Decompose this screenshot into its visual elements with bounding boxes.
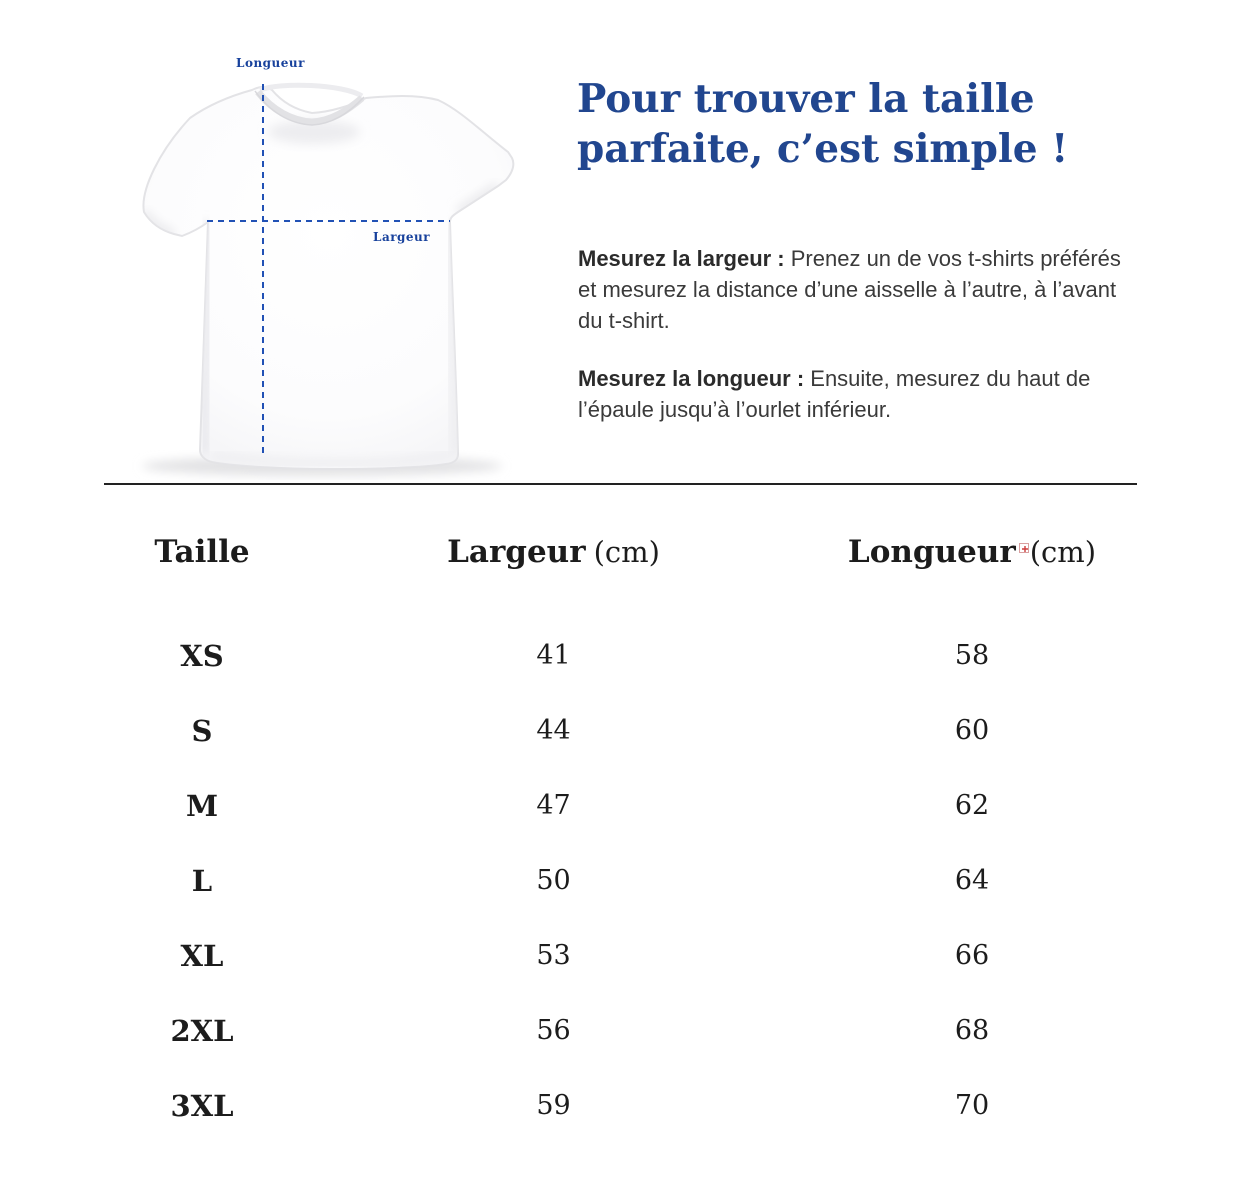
largeur-cell: 59: [536, 1090, 571, 1121]
size-cell: XS: [180, 638, 224, 673]
longueur-cell: 68: [954, 1015, 990, 1046]
header-largeur-unit: (cm): [593, 534, 660, 569]
table-row-2xl: [104, 993, 1137, 1068]
largeur-cell: 44: [536, 715, 571, 746]
size-cell: 2XL: [170, 1013, 234, 1048]
size-table-header: [104, 485, 1137, 618]
table-row-m: [104, 768, 1137, 843]
header-longueur-unit: (cm): [1029, 534, 1097, 569]
longueur-cell: 58: [954, 640, 990, 671]
longueur-cell: 62: [954, 790, 990, 821]
table-row-l: [104, 843, 1137, 918]
instruction-width: [578, 243, 1134, 336]
size-cell: S: [191, 713, 213, 748]
longueur-cell: 70: [954, 1090, 990, 1121]
largeur-cell: 50: [536, 865, 571, 896]
table-row-s: [104, 693, 1137, 768]
largeur-cell: 56: [536, 1015, 571, 1046]
size-cell: M: [185, 788, 219, 823]
largeur-cell: 53: [536, 940, 571, 971]
instruction-length-lead: Mesurez la longueur :: [578, 366, 805, 391]
table-row-3xl: [104, 1068, 1137, 1143]
tshirt-figure: [100, 40, 540, 480]
header-longueur: Longueur (cm): [847, 533, 1097, 570]
table-row-xs: [104, 618, 1137, 693]
largeur-cell: 47: [536, 790, 571, 821]
longueur-cell: 64: [954, 865, 990, 896]
header-largeur: Largeur (cm): [447, 533, 660, 570]
instruction-length-text: Ensuite, mesurez du haut de l’épaule jusqu’à l’ourlet inférieur.: [578, 366, 1091, 422]
longueur-cell: 66: [954, 940, 990, 971]
header-taille: Taille: [154, 533, 250, 570]
broken-image-icon: [1019, 543, 1029, 553]
size-cell: XL: [180, 938, 224, 973]
largeur-cell: 41: [536, 640, 571, 671]
size-cell: L: [191, 863, 213, 898]
instruction-width-text: Prenez un de vos t-shirts préférés et mesurez la distance d’une aisselle à l’autre, à l’avant du t-shirt.: [578, 246, 1121, 333]
instruction-length: [578, 363, 1134, 425]
length-label: Longueur: [236, 56, 305, 70]
tshirt-body: [143, 87, 513, 469]
size-cell: 3XL: [170, 1088, 234, 1123]
tshirt-image: [100, 40, 540, 480]
page-title: Pour trouver la taille parfaite, c’est simple !: [577, 76, 1069, 172]
longueur-cell: 60: [954, 715, 990, 746]
table-row-xl: [104, 918, 1137, 993]
width-label: Largeur: [373, 230, 431, 244]
measure-instructions: [578, 243, 1134, 425]
size-table: [104, 485, 1137, 1143]
instruction-width-lead: Mesurez la largeur :: [578, 246, 785, 271]
